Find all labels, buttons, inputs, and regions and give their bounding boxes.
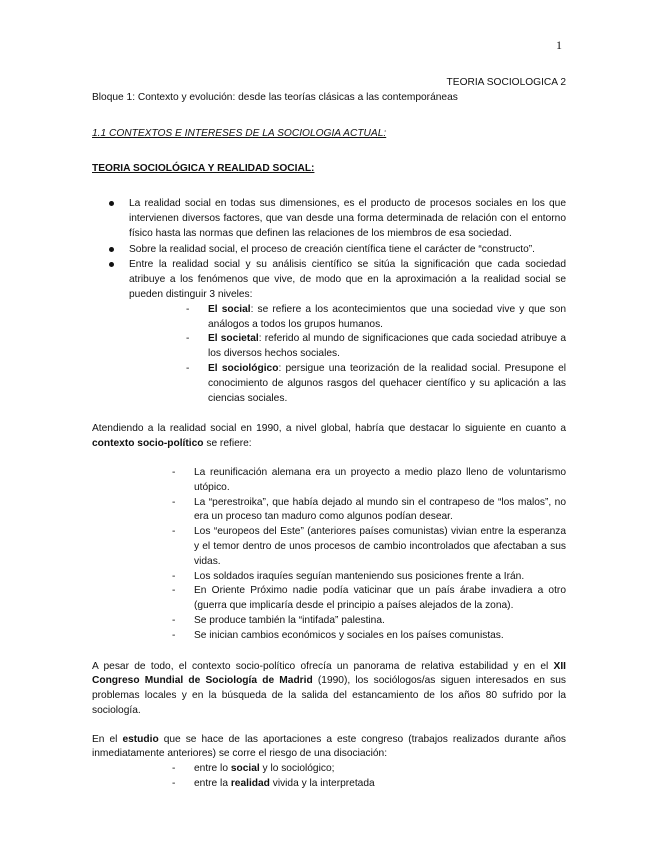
item-text: entre la: [194, 778, 231, 790]
dissociation-list: [92, 762, 566, 792]
context-item: [172, 525, 566, 569]
context-item-text: La “perestroika”, que había dejado al mundo sin el contrapeso de “los malos”, no era un proceso tan maduro como algunos podían desear.: [194, 496, 566, 523]
dash-marker: -: [172, 526, 176, 538]
context-item: [172, 496, 566, 526]
dash-marker: -: [186, 333, 190, 345]
context-paragraph: [92, 422, 566, 452]
context-item-text: Se produce también la “intifada” palestina.: [194, 614, 385, 626]
item-text: entre lo: [194, 763, 231, 775]
paragraph-text: Atendiendo a la realidad social en 1990, a nivel global, habría que destacar lo siguiente en cuanto a: [92, 423, 566, 435]
context-item: [172, 466, 566, 496]
bullet-text: Entre la realidad social y su análisis científico se sitúa la significación que cada sociedad atribuye a los fenómenos que vive, de modo que en la aproximación a la realidad social se pueden distinguir 3 niveles:: [129, 259, 566, 300]
level-text: : se refiere a los acontecimientos que una sociedad vive y que son análogos a todos los grupos humanos.: [208, 303, 566, 330]
paragraph-text: En el: [92, 733, 123, 745]
dissociation-item: [172, 762, 566, 777]
dash-marker: -: [172, 570, 176, 582]
context-item: [172, 570, 566, 585]
context-item-text: Se inician cambios económicos y sociales en los países comunistas.: [194, 629, 504, 641]
context-item: [172, 629, 566, 644]
dash-marker: -: [172, 629, 176, 641]
paragraph-text: A pesar de todo, el contexto socio-político ofrecía un panorama de relativa estabilidad y en el: [92, 660, 554, 672]
dash-marker: -: [186, 362, 190, 374]
dash-marker: -: [186, 303, 190, 315]
level-text: : referido al mundo de significaciones que cada sociedad atribuye a los diversos hechos sociales.: [208, 333, 566, 360]
level-item: [186, 362, 566, 406]
item-emphasis: social: [230, 763, 260, 775]
levels-list: [129, 303, 566, 407]
bullet-icon: [109, 262, 114, 267]
bullet-icon: [109, 201, 114, 206]
context-item-text: Los soldados iraquíes seguían manteniendo sus posiciones frente a Irán.: [194, 570, 525, 582]
paragraph-emphasis: contexto socio-político: [92, 438, 204, 450]
item-emphasis: realidad: [230, 778, 270, 790]
level-item: [186, 303, 566, 333]
study-paragraph: [92, 733, 566, 763]
dash-marker: -: [172, 778, 176, 790]
paragraph-text: (1990), los sociólogos/as siguen interesados en sus problemas locales y en la búsqueda de la salida del estancamiento de los años 80 sufrido por la sociología.: [92, 675, 566, 716]
context-item: [172, 584, 566, 614]
context-list: [92, 466, 566, 644]
context-item: [172, 614, 566, 629]
context-item-text: Los “europeos del Este” (anteriores países comunistas) vivian entre la esperanza y el temor dentro de unos procesos de cambio incontrolados que afectaban a sus vidas.: [194, 526, 566, 567]
congress-paragraph: [92, 660, 566, 719]
document-body: [92, 76, 566, 792]
item-text: y lo sociológico;: [259, 763, 335, 775]
document-title: TEORIA SOCIOLOGICA 2: [446, 77, 566, 88]
page-number: 1: [556, 38, 562, 52]
bullet-text: Sobre la realidad social, el proceso de creación científica tiene el carácter de “constructo”.: [129, 243, 536, 255]
dash-marker: -: [172, 466, 176, 478]
dash-marker: -: [172, 614, 176, 626]
level-term: El societal: [208, 333, 259, 345]
section-heading: 1.1 CONTEXTOS E INTERESES DE LA SOCIOLOGIA ACTUAL:: [92, 127, 387, 139]
dash-marker: -: [172, 496, 176, 508]
dash-marker: -: [172, 763, 176, 775]
paragraph-text: que se hace de las aportaciones a este congreso (trabajos realizados durante años inmediatamente anteriores) se corre el riesgo de una disociación:: [92, 733, 566, 760]
bullet-item: [92, 258, 566, 406]
level-term: El social: [208, 303, 251, 315]
context-item-text: La reunificación alemana era un proyecto a medio plazo lleno de voluntarismo utópico.: [194, 466, 566, 493]
context-item-text: En Oriente Próximo nadie podía vaticinar que un país árabe invadiera a otro (guerra que implicaría desde el principio a países alejados de la zona).: [194, 585, 566, 612]
level-text: : persigue una teorización de la realidad social. Presupone el conocimiento de algunos rasgos del quehacer científico y su aplicación a las ciencias sociales.: [208, 362, 566, 404]
level-item: [186, 332, 566, 362]
bullet-list: [92, 197, 566, 406]
bullet-icon: [109, 247, 114, 252]
level-term: El sociológico: [208, 362, 279, 374]
dissociation-item: [172, 777, 566, 792]
bullet-item: [92, 197, 566, 241]
dash-marker: -: [172, 585, 176, 597]
bullet-item: [92, 243, 566, 258]
paragraph-text: se refiere:: [203, 438, 252, 450]
paragraph-emphasis: XII Congreso Mundial de Sociología de Madrid: [92, 660, 566, 687]
bullet-text: La realidad social en todas sus dimensiones, es el producto de procesos sociales en los que intervienen diversos factores, que van desde una forma determinada de relación con el entorno físico hasta las normas que definen las relaciones de los miembros de esa sociedad.: [129, 198, 566, 239]
block-title: Bloque 1: Contexto y evolución: desde las teorías clásicas a las contemporáneas: [92, 91, 458, 103]
paragraph-emphasis: estudio: [122, 733, 159, 745]
item-text: vivida y la interpretada: [269, 778, 375, 790]
sub-heading: TEORIA SOCIOLÓGICA Y REALIDAD SOCIAL:: [92, 163, 315, 175]
